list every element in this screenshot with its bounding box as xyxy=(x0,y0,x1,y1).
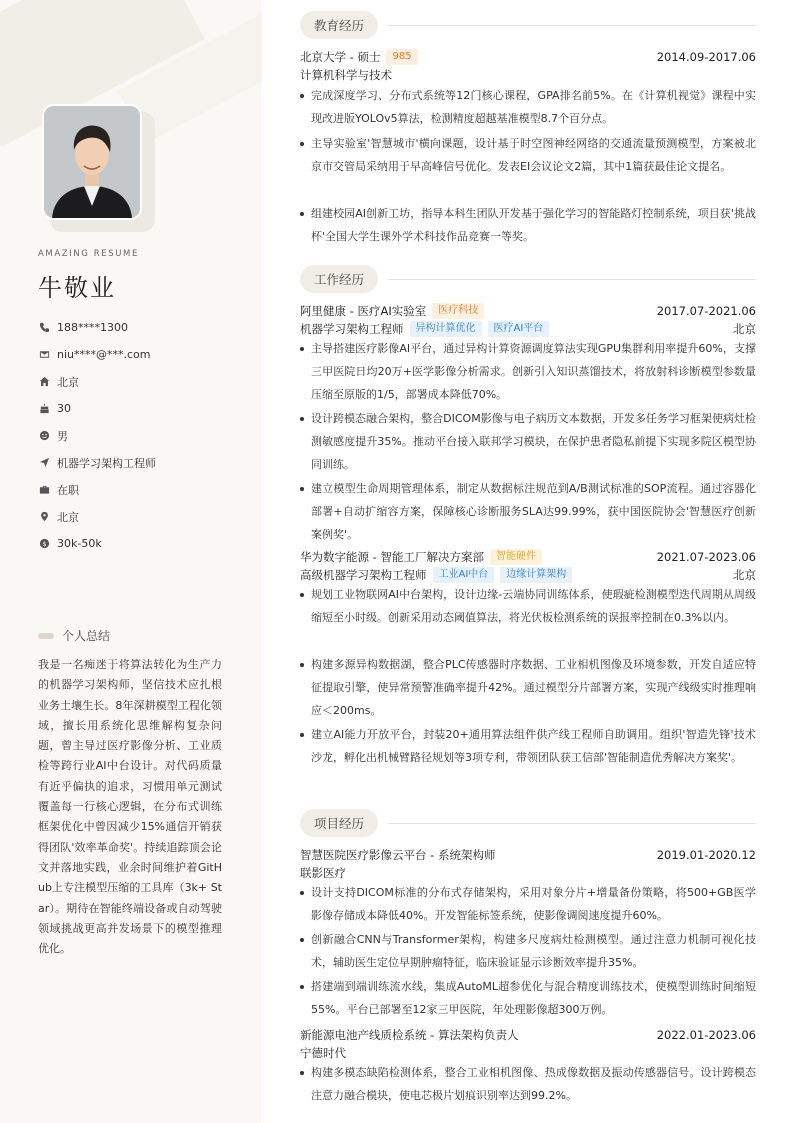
job-bullet: 规划工业物联网AI中台架构，设计边缘-云端协同训练体系，使瑕疵检测模型迭代周期从周级缩短至小时级。创新采用动态阈值算法，将光伏板检测系统的误报率控制在0.3%以内。 xyxy=(300,583,756,629)
project-period: 2019.01-2020.12 xyxy=(656,848,756,862)
avatar xyxy=(42,104,142,220)
project-name: 新能源电池产线质检系统 - 算法架构负责人 xyxy=(300,1028,519,1042)
project-name: 智慧医院医疗影像云平台 - 系统架构师 xyxy=(300,848,496,862)
project-bullet: 设计支持DICOM标准的分布式存储架构，采用对象分片+增量备份策略，将500+GB医学影像存储成本降低40%。开发智能标签系统，使影像调阅速度提升60%。 xyxy=(300,881,756,927)
info-text: 188****1300 xyxy=(57,321,128,334)
info-text: 在职 xyxy=(57,483,79,497)
education-bullet: 完成深度学习、分布式系统等12门核心课程，GPA排名前5%。在《计算机视觉》课程中实现改进版YOLOv5算法，检测精度超越基准模型8.7个百分点。 xyxy=(300,84,756,130)
job-period: 2021.07-2023.06 xyxy=(656,550,756,564)
divider xyxy=(388,25,756,26)
project-bullet: 构建多模态缺陷检测体系，整合工业相机图像、热成像数据及振动传感器信号。设计跨模态注意力融合模块，使电芯极片划痕识别率达到99.2%。 xyxy=(300,1061,756,1107)
info-position xyxy=(38,449,156,476)
gender-icon xyxy=(38,430,50,442)
info-email xyxy=(38,341,156,368)
education-header xyxy=(300,49,756,65)
education-bullet: 组建校园AI创新工坊，指导本科生团队开发基于强化学习的智能路灯控制系统，项目获'挑战杯'全国大学生课外学术科技作品竞赛一等奖。 xyxy=(300,202,756,248)
svg-text:$: $ xyxy=(41,539,47,548)
info-target-city xyxy=(38,503,156,530)
info-text: 男 xyxy=(57,429,68,443)
project-bullet: 创新融合CNN与Transformer架构，构建多尺度病灶检测模型。通过注意力机制可视化技术，辅助医生定位早期肿瘤特征，临床验证显示诊断效率提升35%。 xyxy=(300,928,756,974)
education-major-row xyxy=(300,67,756,83)
info-salary xyxy=(38,530,156,557)
info-city xyxy=(38,368,156,395)
project-org: 联影医疗 xyxy=(300,866,346,880)
home-icon xyxy=(38,376,50,388)
role-tag: 异构计算优化 xyxy=(410,321,482,337)
heading-marker xyxy=(38,633,54,639)
avatar-photo xyxy=(44,106,140,218)
summary-title: 个人总结 xyxy=(62,629,111,643)
project-period: 2022.01-2023.06 xyxy=(656,1028,756,1042)
project-org-row xyxy=(300,1045,756,1061)
summary-text: 我是一名痴迷于将算法转化为生产力的机器学习架构师，坚信技术应扎根业务土壤生长。8年深耕模型工程化领域，擅长用系统化思维解构复杂问题，曾主导过医疗影像分析、工业质检等跨行业AI中台设计。对代码质量有近乎偏执的追求，习惯用单元测试覆盖每一行核心逻辑，在分布式训练框架优化中曾因减少15%通信开销获得团队'效率革命奖'。持续追踪顶会论文并落地实践，业余时间维护着GitHub上专注模型压缩的工具库（3k+ Star）。期待在智能终端设备或自动驾驶领域挑战更高并发场景下的模型推理优化。 xyxy=(38,658,222,956)
job-role-row xyxy=(300,567,756,583)
job-bullet: 建立AI能力开放平台，封装20+通用算法组件供产线工程师自助调用。组织'智造先锋'技术沙龙，孵化出机械臂路径规划等3项专利，带领团队获工信部'智能制造优秀解决方案奖'。 xyxy=(300,723,756,769)
location-pin-icon xyxy=(38,511,50,523)
info-text: 30 xyxy=(57,402,71,415)
divider xyxy=(388,279,756,280)
candidate-name: 牛敬业 xyxy=(38,274,116,302)
role-tag: 医疗AI平台 xyxy=(488,321,550,337)
tagline: AMAZING RESUME xyxy=(38,249,139,259)
company-name: 阿里健康 - 医疗AI实验室 xyxy=(300,304,427,318)
info-status xyxy=(38,476,156,503)
money-icon xyxy=(38,538,50,550)
job-bullet: 设计跨模态融合架构，整合DICOM影像与电子病历文本数据，开发多任务学习框架使病灶检测敏感度提升35%。推动平台接入联邦学习模块，在保护患者隐私前提下实现多院区模型协同训练。 xyxy=(300,407,756,476)
divider xyxy=(388,823,756,824)
project-org: 宁德时代 xyxy=(300,1046,346,1060)
project-header xyxy=(300,1027,756,1043)
job-role: 高级机器学习架构工程师 xyxy=(300,568,427,582)
job-city: 北京 xyxy=(733,322,756,336)
info-age xyxy=(38,395,156,422)
job-header xyxy=(300,549,756,565)
info-text: 30k-50k xyxy=(57,537,102,550)
section-projects xyxy=(300,809,756,837)
project-header xyxy=(300,847,756,863)
info-phone xyxy=(38,314,156,341)
sidebar xyxy=(0,0,262,1123)
section-work xyxy=(300,265,756,293)
major: 计算机科学与技术 xyxy=(300,68,392,82)
education-period: 2014.09-2017.06 xyxy=(656,50,756,64)
section-education xyxy=(300,11,756,39)
contact-info-list xyxy=(38,314,156,557)
company-name: 华为数字能源 - 智能工厂解决方案部 xyxy=(300,550,484,564)
school-name: 北京大学 - 硕士 xyxy=(300,50,381,64)
role-tag: 工业AI中台 xyxy=(433,567,495,583)
job-bullet: 主导搭建医疗影像AI平台，通过异构计算资源调度算法实现GPU集群利用率提升60%，支撑三甲医院日均20万+医学影像分析需求。创新引入知识蒸馏技术，将放射科诊断模型参数量压缩至原版的1/5，部署成本降低70%。 xyxy=(300,337,756,406)
job-city: 北京 xyxy=(733,568,756,582)
role-tag: 边缘计算架构 xyxy=(500,567,572,583)
info-text: niu****@***.com xyxy=(57,348,151,361)
job-bullet: 建立模型生命周期管理体系，制定从数据标注规范到A/B测试标准的SOP流程。通过容器化部署+自动扩缩容方案，保障核心诊断服务SLA达99.99%，获中国医院协会'智慧医疗创新案例奖'。 xyxy=(300,477,756,546)
section-title: 教育经历 xyxy=(300,11,378,39)
info-text: 机器学习架构工程师 xyxy=(57,456,156,470)
email-icon xyxy=(38,349,50,361)
summary-heading xyxy=(38,627,110,644)
job-role: 机器学习架构工程师 xyxy=(300,322,404,336)
project-bullet: 搭建端到端训练流水线，集成AutoML超参优化与混合精度训练技术，使模型训练时间缩短55%。平台已部署至12家三甲医院，年处理影像超300万例。 xyxy=(300,975,756,1021)
send-icon xyxy=(38,457,50,469)
job-period: 2017.07-2021.06 xyxy=(656,304,756,318)
project-org-row xyxy=(300,865,756,881)
job-header xyxy=(300,303,756,319)
section-title: 项目经历 xyxy=(300,809,378,837)
company-tag: 医疗科技 xyxy=(432,303,484,319)
education-bullet: 主导实验室'智慧城市'横向课题，设计基于时空图神经网络的交通流量预测模型，方案被北京市交管局采纳用于早高峰信号优化。发表EI会议论文2篇，其中1篇获最佳论文提名。 xyxy=(300,132,756,178)
section-title: 工作经历 xyxy=(300,265,378,293)
info-text: 北京 xyxy=(57,375,79,389)
job-role-row xyxy=(300,321,756,337)
phone-icon xyxy=(38,322,50,334)
info-text: 北京 xyxy=(57,510,79,524)
company-tag: 智能硬件 xyxy=(490,549,542,565)
cake-icon xyxy=(38,403,50,415)
briefcase-icon xyxy=(38,484,50,496)
info-gender xyxy=(38,422,156,449)
job-bullet: 构建多源异构数据湖，整合PLC传感器时序数据、工业相机图像及环境参数，开发自适应特征提取引擎，使异常预警准确率提升42%。通过模型分片部署方案，实现产线级实时推理响应＜200ms。 xyxy=(300,653,756,722)
school-tag: 985 xyxy=(386,49,417,65)
